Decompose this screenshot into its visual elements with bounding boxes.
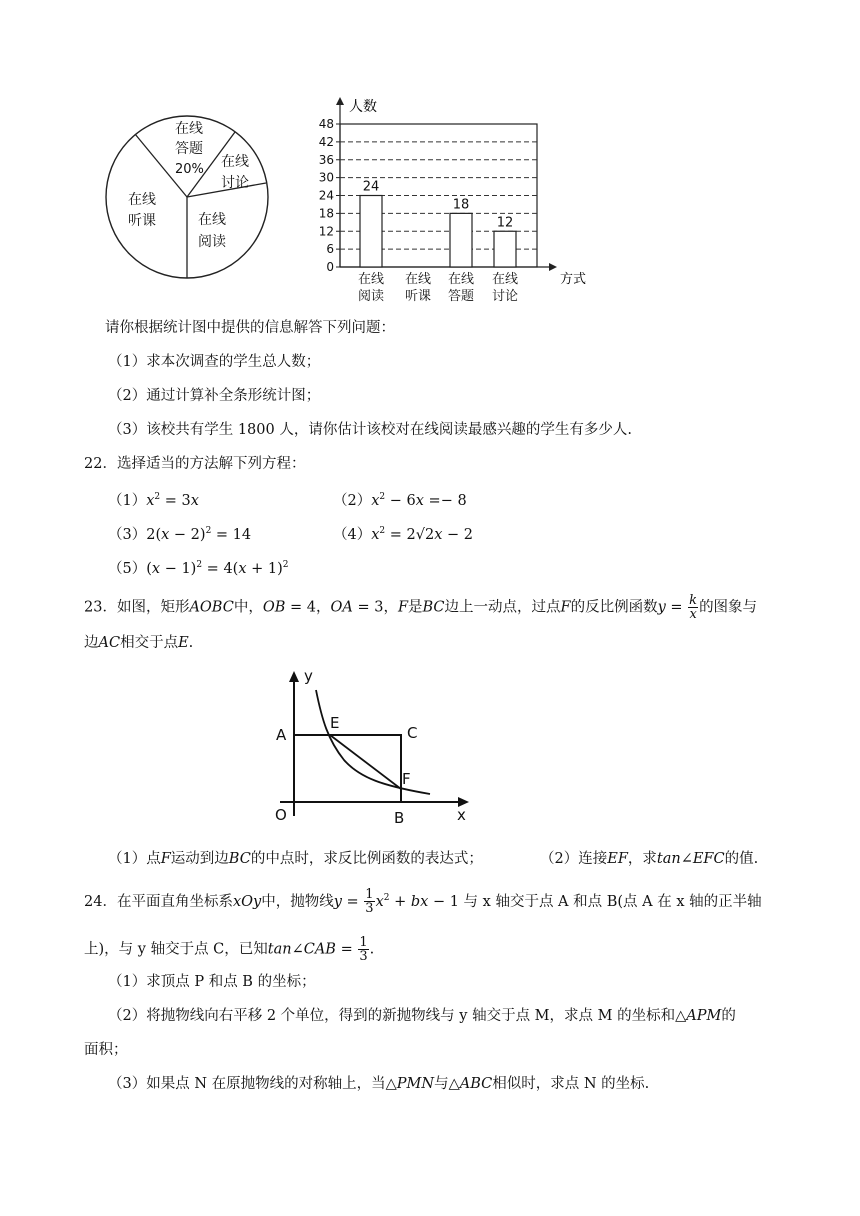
q24-part3: （3）如果点 N 在原抛物线的对称轴上，当△PMN与△ABC相似时，求点 N 的坐标.	[108, 1076, 650, 1092]
pie-label: 阅读	[198, 234, 226, 250]
q22-eq1: $(1)x^2 = 3x$	[108, 492, 199, 509]
q22-stem: 22．选择适当的方法解下列方程：	[84, 456, 306, 472]
y-tick-label: 42	[318, 134, 334, 149]
bar	[450, 213, 472, 267]
pie-label: 答题	[175, 141, 203, 157]
x-tick-label: 阅读	[357, 289, 385, 304]
q22-eq4: $(4)x^2 = 2√2x - 2$	[333, 526, 473, 543]
x-tick-label: 在线	[404, 272, 432, 287]
fig-y-arrow	[289, 671, 299, 682]
y-tick-label: 48	[318, 117, 334, 131]
y-tick-label: 0	[326, 260, 334, 274]
x-axis-arrow	[549, 263, 557, 271]
fig-label-o: O	[275, 806, 287, 824]
q23-part1: （1）点F运动到边BC的中点时，求反比例函数的表达式；	[108, 851, 483, 867]
fig-segment-ef	[330, 735, 401, 789]
q24-part2-cont: 面积；	[84, 1042, 128, 1058]
bar-chart	[315, 95, 600, 305]
x-tick-label: 在线	[357, 272, 385, 287]
y-tick-label: 6	[326, 242, 334, 257]
fig-label-f: F	[402, 770, 411, 788]
q21-part3: （3）该校共有学生 1800 人，请你估计该校对在线阅读最感兴趣的学生有多少人.	[108, 422, 632, 438]
x-tick-label: 在线	[491, 272, 519, 287]
pie-label: 在线	[175, 121, 203, 137]
q22-eq5: $(5)(x - 1)^2 = 4(x + 1)^2$	[108, 560, 289, 577]
x-tick-label: 听课	[404, 289, 432, 304]
q24-stem-line2: 上)，与 y 轴交于点 C，已知tan∠CAB = $\frac{1}{3}$ .	[84, 935, 375, 964]
y-tick-label: 36	[318, 152, 334, 167]
pie-pct: 20%	[175, 162, 204, 177]
pie-label: 听课	[128, 213, 156, 229]
fig-label-b: B	[394, 809, 405, 827]
y-axis-arrow	[336, 97, 344, 105]
fig-label-e: E	[330, 714, 340, 732]
pie-label: 在线	[198, 212, 226, 228]
bar	[360, 196, 382, 268]
fig-label-x: x	[457, 806, 466, 824]
q22-eq2: $(2)x^2 - 6x =- 8$	[333, 492, 467, 509]
y-tick-label: 12	[318, 224, 334, 239]
q23-stem: 23．如图，矩形AOBC中，OB = 4，OA = 3，F是BC边上一动点，过点F的反比例函数y = $\frac{k}{x}$ 的图象与	[84, 593, 758, 622]
y-tick-label: 24	[318, 188, 334, 203]
q21-part2: （2）通过计算补全条形统计图；	[108, 388, 321, 404]
q21-intro: 请你根据统计图中提供的信息解答下列问题：	[105, 320, 395, 336]
q24-stem: 24．在平面直角坐标系xOy中，抛物线y = $\frac{1}{3}$ $x^2$ + bx − 1 与 x 轴交于点 A 和点 B(点 A 在 x 轴的正半轴	[84, 887, 762, 917]
q24-part2: （2）将抛物线向右平移 2 个单位，得到的新抛物线与 y 轴交于点 M，求点 M 的坐标和△APM的	[108, 1008, 736, 1024]
pie-chart	[100, 105, 280, 290]
q21-part1: （1）求本次调查的学生总人数；	[108, 354, 321, 370]
x-tick-label: 答题	[447, 289, 475, 304]
pie-label: 在线	[221, 154, 249, 170]
x-tick-label: 讨论	[491, 289, 519, 304]
x-axis-label: 方式	[560, 272, 587, 287]
pie-label: 在线	[128, 192, 156, 208]
y-tick-label: 18	[318, 206, 334, 221]
bar-value-label: 24	[362, 179, 380, 195]
fig-label-y: y	[304, 668, 313, 685]
q22-eq3: $(3)2(x - 2)^2 = 14$	[108, 526, 252, 543]
pie-label: 讨论	[221, 175, 249, 191]
fig-hyperbola	[316, 690, 430, 794]
fig-label-a: A	[276, 726, 287, 744]
bar-value-label: 18	[452, 197, 470, 213]
x-tick-label: 在线	[447, 272, 475, 287]
fig-label-c: C	[407, 724, 418, 742]
bar	[494, 231, 516, 267]
q23-stem-line2: 边AC相交于点E.	[84, 635, 194, 651]
fig-rectangle	[294, 735, 401, 802]
q24-part1: （1）求顶点 P 和点 B 的坐标；	[108, 974, 316, 990]
q23-figure	[258, 668, 480, 830]
y-tick-label: 30	[318, 170, 334, 185]
y-axis-label: 人数	[349, 99, 377, 115]
bar-value-label: 12	[496, 215, 514, 231]
q23-part2: （2）连接EF，求tan∠EFC的值.	[540, 851, 759, 867]
